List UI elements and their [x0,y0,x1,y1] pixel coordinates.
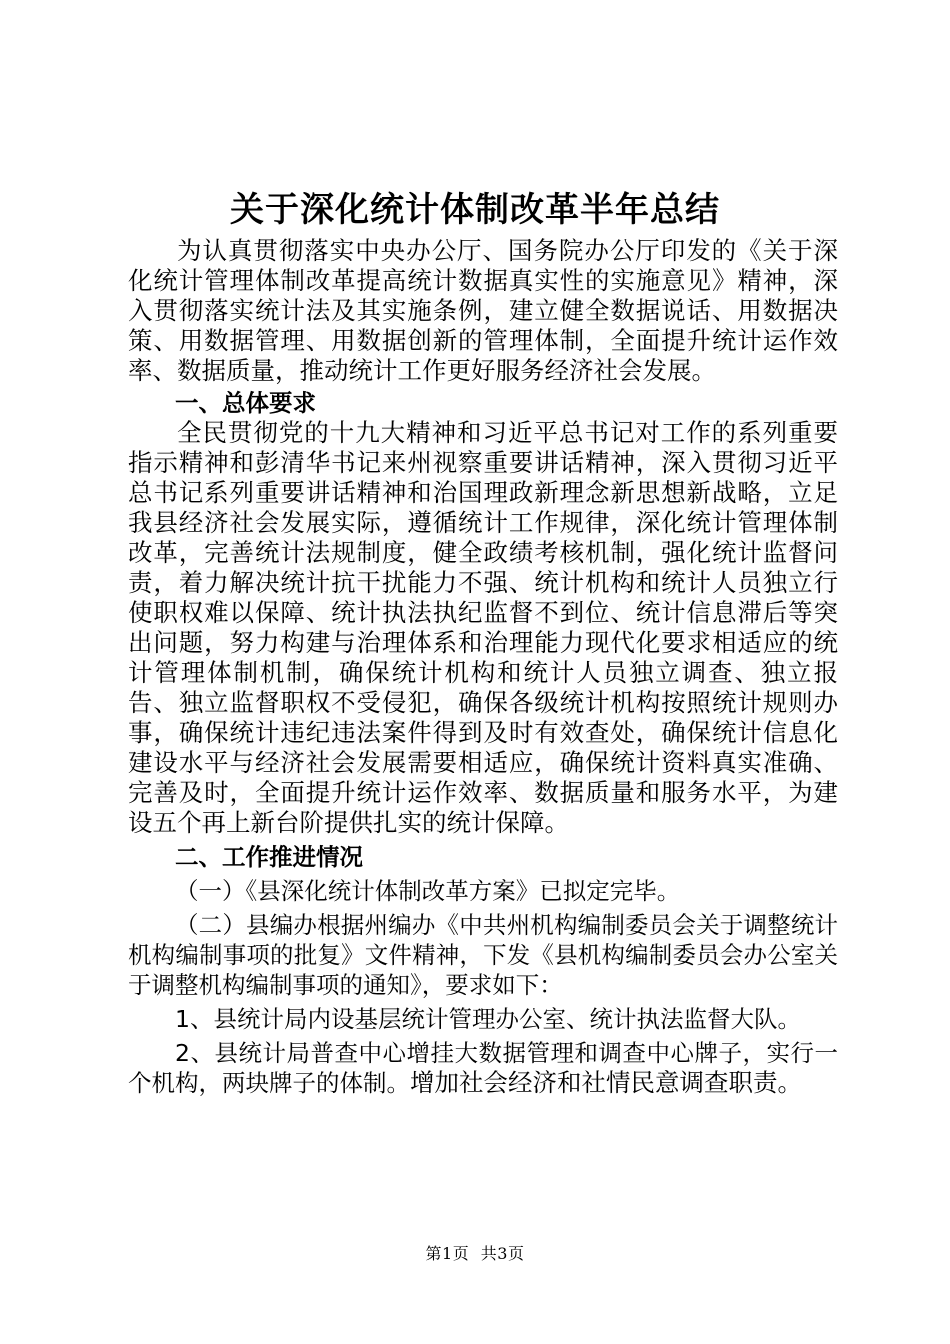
document-title: 关于深化统计体制改革半年总结 [230,190,720,230]
progress-item-2: （二）县编办根据州编办《中共州机构编制委员会关于调整统计机构编制事项的批复》文件精神，下发《县机构编制委员会办公室关于调整机构编制事项的通知》，要求如下： [128,911,838,999]
section-heading-overall-requirements: 一、总体要求 [175,389,316,417]
page-total: 共3页 [480,1244,525,1263]
requirement-point-2-main: 2、县统计局普查中心增挂大数据管理和调查中心牌子，实行一个机构，两块牌子的体制。 [128,1039,838,1097]
section-paragraph-overall-requirements: 全民贯彻党的十九大精神和习近平总书记对工作的系列重要指示精神和彭清华书记来州视察重要讲话精神，深入贯彻习近平总书记系列重要讲话精神和治国理政新理念新思想新战略，立足我县经济社会发展实际，遵循统计工作规律，深化统计管理体制改革，完善统计法规制度，健全政绩考核机制，强化统计监督问责，着力解决统计抗干扰能力不强、统计机构和统计人员独立行使职权难以保障、统计执法执纪监督不到位、统计信息滞后等突出问题，努力构建与治理体系和治理能力现代化要求相适应的统计管理体制机制，确保统计机构和统计人员独立调查、独立报告、独立监督职权不受侵犯，确保各级统计机构按照统计规则办事，确保统计违纪违法案件得到及时有效查处，确保统计信息化建设水平与经济社会发展需要相适应，确保统计资料真实准确、完善及时，全面提升统计运作效率、数据质量和服务水平，为建设五个再上新台阶提供扎实的统计保障。 [128,418,838,837]
page-number: 第1页 [425,1244,470,1263]
page-footer [0,1242,950,1266]
section-heading-work-progress: 二、工作推进情况 [175,843,363,871]
requirement-point-2 [128,1038,838,1098]
progress-item-1: （一）《县深化统计体制改革方案》已拟定完毕。 [175,877,681,905]
requirement-point-2-tail: 增加社会经济和社情民意调查职责。 [410,1068,802,1097]
requirement-point-1: 1、县统计局内设基层统计管理办公室、统计执法监督大队。 [175,1005,801,1033]
intro-paragraph: 为认真贯彻落实中央办公厅、国务院办公厅印发的《关于深化统计管理体制改革提高统计数据真实性的实施意见》精神，深入贯彻落实统计法及其实施条例，建立健全数据说话、用数据决策、用数据管理、用数据创新的管理体制，全面提升统计运作效率、数据质量，推动统计工作更好服务经济社会发展。 [128,236,838,385]
document-body [128,236,838,1098]
